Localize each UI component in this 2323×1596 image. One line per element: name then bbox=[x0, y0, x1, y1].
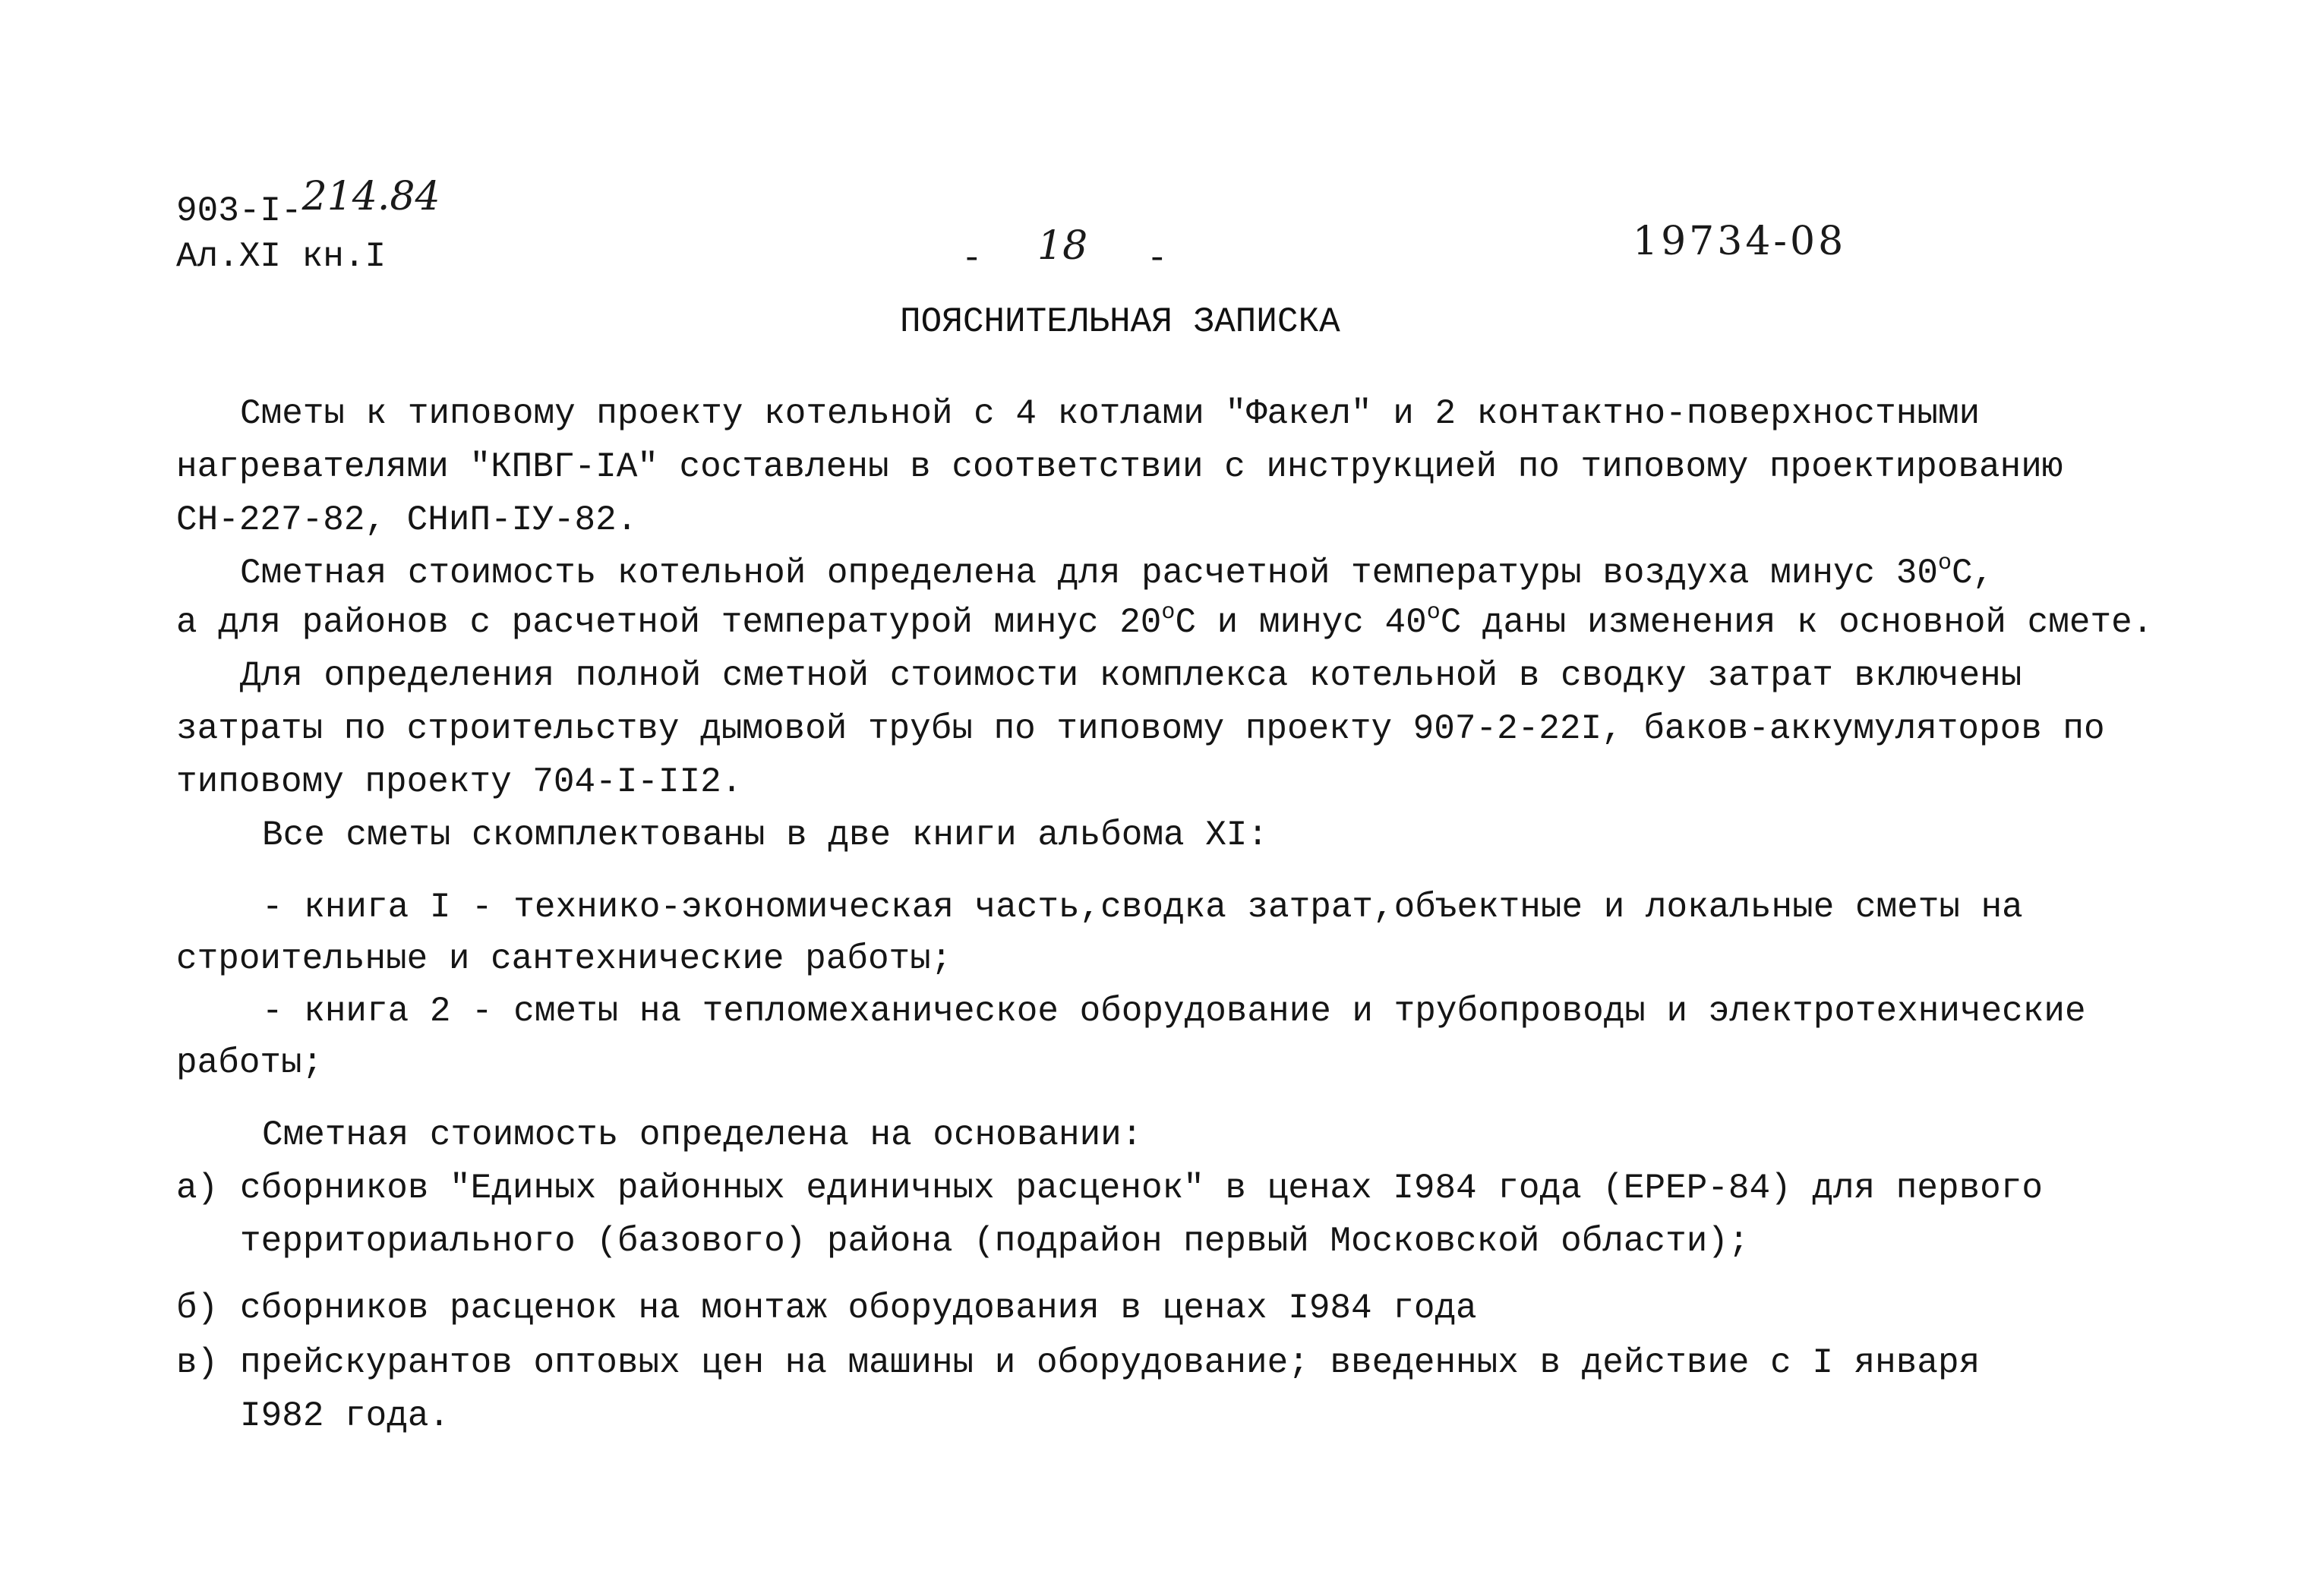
paragraph-4: Все сметы скомплектованы в две книги альбома XI: bbox=[262, 815, 1269, 855]
basis-a-marker: а) bbox=[176, 1169, 219, 1208]
code-prefix: 903-I- bbox=[176, 191, 302, 231]
page-title: ПОЯСНИТЕЛЬНАЯ ЗАПИСКА bbox=[900, 302, 1340, 342]
document-number: 19734-08 bbox=[1633, 219, 1847, 264]
basis-b-line-1: сборников расценок на монтаж оборудования в ценах I984 года bbox=[240, 1288, 1477, 1328]
book-1-line-2: строительные и сантехнические работы; bbox=[176, 939, 952, 979]
paragraph-3-line-2: затраты по строительству дымовой трубы по типовому проекту 907-2-22I, баков-аккумуляторов по bbox=[176, 709, 2105, 749]
code-handwritten: 214.84 bbox=[301, 174, 440, 219]
p2-l1-unit: С, bbox=[1951, 554, 1994, 593]
p2-l1-text: Сметная стоимость котельной определена для расчетной температуры воздуха минус 30 bbox=[240, 554, 1938, 593]
paragraph-3-line-1: Для определения полной сметной стоимости комплекса котельной в сводку затрат включены bbox=[240, 656, 2022, 695]
paragraph-1-line-1: Сметы к типовому проекту котельной с 4 котлами "Факел" и 2 контактно-поверхностными bbox=[240, 394, 1981, 434]
page-dash-right: - bbox=[1147, 239, 1168, 279]
degree-mark: о bbox=[1161, 600, 1176, 626]
paragraph-3-line-3: типовому проекту 704-I-II2. bbox=[176, 762, 743, 802]
basis-c-marker: в) bbox=[176, 1343, 219, 1383]
book-2-line-2: работы; bbox=[176, 1043, 324, 1083]
page-dash-left: - bbox=[961, 239, 983, 279]
album-volume: Ал.XI кн.I bbox=[176, 237, 387, 276]
paragraph-2-line-1 bbox=[240, 547, 1993, 600]
paragraph-2-line-2 bbox=[176, 596, 2153, 649]
basis-a-line-2: территориального (базового) района (подрайон первый Московской области); bbox=[240, 1222, 1750, 1261]
basis-b-marker: б) bbox=[176, 1288, 219, 1328]
basis-a-line-1: сборников "Единых районных единичных расценок" в ценах I984 года (ЕРЕР-84) для первого bbox=[240, 1169, 2043, 1208]
basis-c-line-2: I982 года. bbox=[240, 1396, 450, 1436]
p2-l2-text-a: а для районов с расчетной температурой минус 20 bbox=[176, 603, 1162, 642]
paragraph-1-line-2: нагревателями "КПВГ-IA" составлены в соответствии с инструкцией по типовому проектированию bbox=[176, 447, 2063, 487]
degree-mark: о bbox=[1937, 550, 1952, 576]
book-1-line-1: - книга I - технико-экономическая часть,сводка затрат,объектные и локальные сметы на bbox=[262, 888, 2023, 927]
page-number: 18 bbox=[1037, 223, 1088, 269]
paragraph-1-line-3: СН-227-82, СНиП-IУ-82. bbox=[176, 500, 638, 540]
p2-l2-text-b: С и минус 40 bbox=[1175, 603, 1427, 642]
book-2-line-1: - книга 2 - сметы на тепломеханическое оборудование и трубопроводы и электротехнические bbox=[262, 992, 2086, 1031]
document-code-prefix bbox=[176, 174, 440, 238]
basis-intro: Сметная стоимость определена на основании: bbox=[262, 1115, 1143, 1155]
degree-mark: о bbox=[1426, 600, 1441, 626]
basis-c-line-1: прейскурантов оптовых цен на машины и оборудование; введенных в действие с I января bbox=[240, 1343, 1981, 1383]
p2-l2-text-c: С даны изменения к основной смете. bbox=[1440, 603, 2154, 642]
